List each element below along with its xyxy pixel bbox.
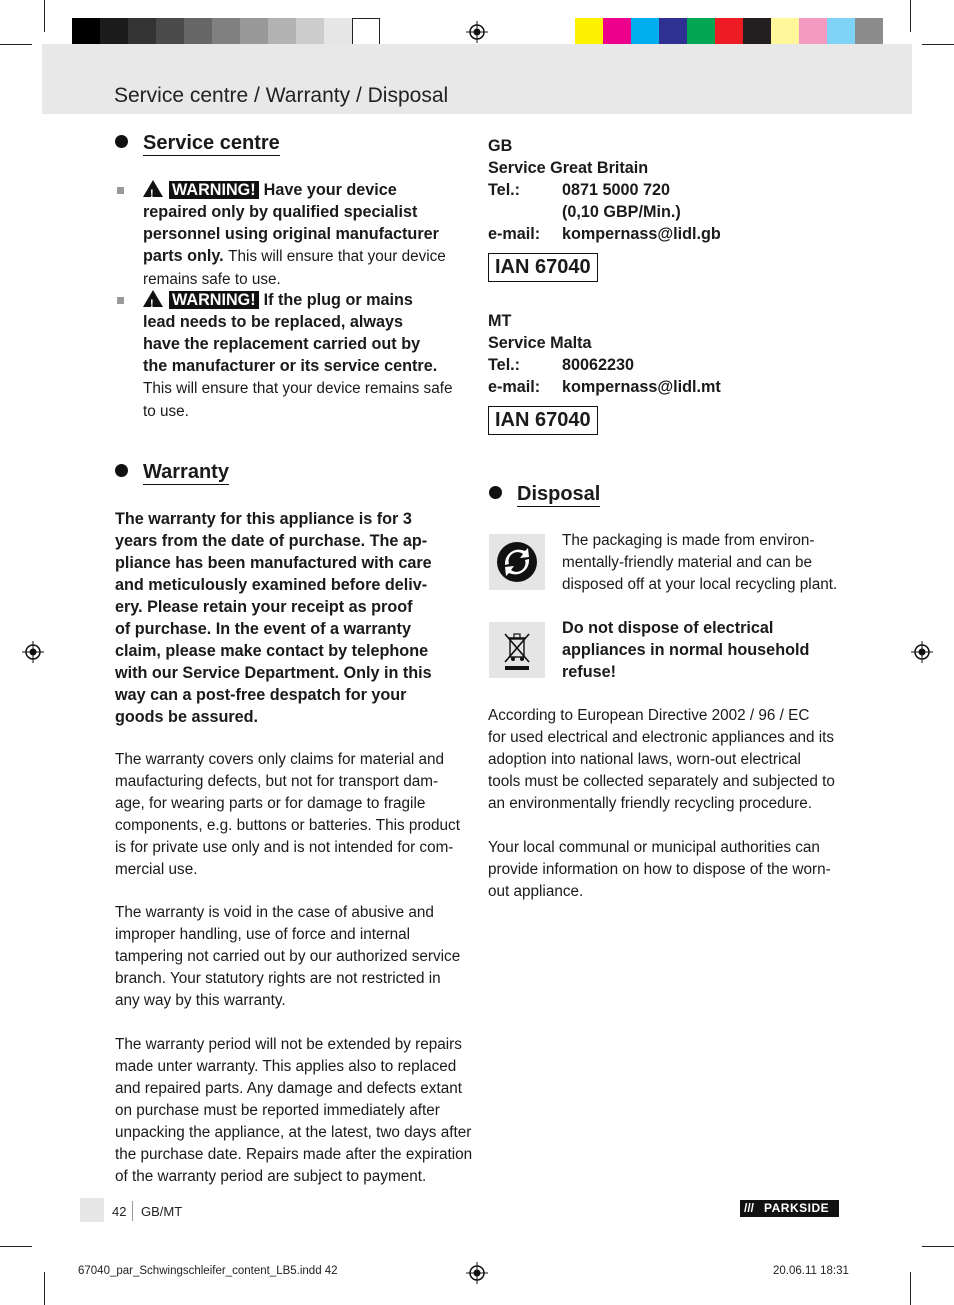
- text-line: for used electrical and electronic appliances and its: [488, 729, 835, 746]
- text-line: age, for wearing parts or for damage to fragile: [115, 795, 426, 812]
- warning-label: WARNING!: [169, 181, 259, 199]
- parkside-logo: [740, 1200, 839, 1217]
- text-line: improper handling, use of force and internal: [115, 926, 411, 943]
- color-swatch: [212, 18, 240, 46]
- tel-number[interactable]: 80062230: [562, 356, 635, 374]
- text-line: mentally-friendly material and can be: [562, 554, 812, 571]
- email-address[interactable]: kompernass@lidl.mt: [562, 378, 721, 396]
- crop-mark: [0, 44, 32, 45]
- page-number-box: [80, 1198, 104, 1222]
- tel-label: Tel.:: [488, 356, 521, 374]
- warning-text: parts only.: [143, 247, 224, 265]
- tel-label: Tel.:: [488, 181, 521, 199]
- warranty-bold-paragraph: [115, 508, 475, 728]
- crop-mark: [910, 1272, 911, 1305]
- warning-label: WARNING!: [169, 291, 259, 309]
- crop-mark: [910, 0, 911, 32]
- text-line: tampering not carried out by our authorized service: [115, 948, 461, 965]
- service-name: Service Malta: [488, 334, 592, 352]
- date-info: 20.06.11 18:31: [773, 1265, 849, 1277]
- page-title: Service centre / Warranty / Disposal: [114, 84, 449, 107]
- registration-mark-icon: [22, 641, 44, 663]
- color-swatch: [855, 18, 883, 46]
- registration-mark-icon: [466, 21, 488, 43]
- text-line: any way by this warranty.: [115, 992, 286, 1009]
- color-swatch: [72, 18, 100, 46]
- text-line: The warranty covers only claims for material and: [115, 751, 445, 768]
- text-line: way can a post-free despatch for your: [115, 686, 407, 704]
- text-line: pliance has been manufactured with care: [115, 554, 432, 572]
- heading-text: Service centre: [143, 132, 280, 154]
- warning-text: Have your device: [263, 181, 397, 199]
- color-swatch: [659, 18, 687, 46]
- tel-number[interactable]: 0871 5000 720: [562, 181, 671, 199]
- color-swatch: [575, 18, 603, 46]
- bullet-dot-icon: [115, 464, 128, 477]
- color-swatch: [240, 18, 268, 46]
- service-name: Service Great Britain: [488, 159, 649, 177]
- bullet-square-icon: [117, 187, 124, 194]
- packaging-text: [562, 530, 852, 596]
- text-line: with our Service Department. Only in this: [115, 664, 432, 682]
- text-line: out appliance.: [488, 883, 584, 900]
- color-swatch: [715, 18, 743, 46]
- email-address[interactable]: kompernass@lidl.gb: [562, 225, 721, 243]
- text-line: The warranty is void in the case of abusive and: [115, 904, 434, 921]
- text-line: on purchase must be reported immediately after: [115, 1102, 440, 1119]
- color-swatch: [156, 18, 184, 46]
- warning-text: lead needs to be replaced, always: [143, 313, 404, 331]
- service-warning-2: [143, 289, 473, 423]
- color-swatch: [799, 18, 827, 46]
- text-line: The warranty for this appliance is for 3: [115, 510, 412, 528]
- text-line: years from the date of purchase. The ap-: [115, 532, 428, 550]
- footer-divider: [132, 1201, 133, 1221]
- color-swatch: [100, 18, 128, 46]
- service-warning-1: [143, 179, 463, 291]
- email-label: e-mail:: [488, 225, 541, 243]
- text-line: appliances in normal household: [562, 641, 810, 659]
- warranty-heading: [115, 461, 229, 484]
- text-line: is for private use only and is not intended for com-: [115, 839, 454, 856]
- text-line: unpacking the appliance, at the latest, two days after: [115, 1124, 472, 1141]
- text-line: ery. Please retain your receipt as proof: [115, 598, 413, 616]
- heading-text: Disposal: [517, 483, 601, 505]
- text-line: refuse!: [562, 663, 616, 681]
- text-line: claim, please make contact by telephone: [115, 642, 429, 660]
- text-line: an environmentally friendly recycling procedure.: [488, 795, 812, 812]
- text-line: and repaired parts. Any damage and defects extant: [115, 1080, 462, 1097]
- warning-text: have the replacement carried out by: [143, 335, 421, 353]
- service-centre-heading: [115, 132, 280, 155]
- text-line: mercial use.: [115, 861, 198, 878]
- color-swatch: [184, 18, 212, 46]
- local-authorities-paragraph: [488, 837, 858, 903]
- text-line: The packaging is made from environ-: [562, 532, 815, 549]
- warning-text: repaired only by qualified specialist: [143, 203, 418, 221]
- warranty-paragraph-2: [115, 902, 475, 1012]
- crop-mark: [44, 0, 45, 32]
- bullet-dot-icon: [489, 486, 502, 499]
- registration-mark-icon: [466, 1262, 488, 1284]
- crop-mark: [922, 44, 954, 45]
- registration-mark-icon: [911, 641, 933, 663]
- weee-warning-text: [562, 617, 852, 683]
- ian-box: IAN 67040: [488, 406, 598, 435]
- color-swatch: [352, 18, 380, 46]
- country-code: MT: [488, 312, 512, 330]
- directive-paragraph: [488, 705, 858, 815]
- color-swatch: [631, 18, 659, 46]
- text-line: of the warranty period are subject to payment.: [115, 1168, 427, 1185]
- text-line: provide information on how to dispose of the worn-: [488, 861, 831, 878]
- text-line: adoption into national laws, worn-out electrical: [488, 751, 801, 768]
- logo-stripes-icon: ///: [744, 1201, 755, 1215]
- locale-label: GB/MT: [141, 1204, 183, 1219]
- warranty-paragraph-3: [115, 1034, 475, 1188]
- warning-note: This will ensure that your device: [228, 248, 446, 265]
- color-swatch: [324, 18, 352, 46]
- text-line: The warranty period will not be extended by repairs: [115, 1036, 462, 1053]
- text-line: and meticulously examined before deliv-: [115, 576, 428, 594]
- warning-note: This will ensure that your device remains safe: [143, 380, 453, 397]
- color-swatch: [743, 18, 771, 46]
- email-label: e-mail:: [488, 378, 541, 396]
- contact-gb: [488, 135, 788, 245]
- text-line: maufacturing defects, but not for transport dam-: [115, 773, 439, 790]
- warning-note: to use.: [143, 403, 189, 420]
- text-line: components, e.g. buttons or batteries. This product: [115, 817, 460, 834]
- text-line: of purchase. In the event of a warranty: [115, 620, 411, 638]
- text-line: made unter warranty. This applies also to replaced: [115, 1058, 457, 1075]
- text-line: branch. Your statutory rights are not restricted in: [115, 970, 441, 987]
- color-swatch: [128, 18, 156, 46]
- green-dot-recycling-icon: [489, 534, 545, 590]
- contact-mt: [488, 310, 788, 398]
- color-swatch: [296, 18, 324, 46]
- color-swatch: [771, 18, 799, 46]
- text-line: According to European Directive 2002 / 96 / EC: [488, 707, 810, 724]
- text-line: disposed off at your local recycling plant.: [562, 576, 838, 593]
- color-swatch: [687, 18, 715, 46]
- text-line: goods be assured.: [115, 708, 259, 726]
- warning-note: remains safe to use.: [143, 271, 281, 288]
- heading-text: Warranty: [143, 461, 229, 483]
- ian-box: IAN 67040: [488, 253, 598, 282]
- warning-text: personnel using original manufacturer: [143, 225, 439, 243]
- country-code: GB: [488, 137, 513, 155]
- crop-mark: [44, 1272, 45, 1305]
- brand-name: PARKSIDE: [764, 1201, 830, 1215]
- warranty-paragraph-1: [115, 749, 475, 881]
- text-line: the purchase date. Repairs made after the expiration: [115, 1146, 473, 1163]
- file-info: 67040_par_Schwingschleifer_content_LB5.indd 42: [78, 1265, 338, 1277]
- warning-text: If the plug or mains: [263, 291, 413, 309]
- text-line: Do not dispose of electrical: [562, 619, 774, 637]
- warning-text: the manufacturer or its service centre.: [143, 357, 438, 375]
- tel-note: (0,10 GBP/Min.): [562, 203, 681, 221]
- text-line: Your local communal or municipal authorities can: [488, 839, 820, 856]
- crop-mark: [922, 1246, 954, 1247]
- color-swatch: [827, 18, 855, 46]
- crop-mark: [0, 1246, 32, 1247]
- bullet-square-icon: [117, 297, 124, 304]
- weee-crossed-bin-icon: [489, 622, 545, 678]
- warning-triangle-icon: [143, 290, 163, 307]
- page-number: 42: [112, 1204, 127, 1219]
- color-swatch: [268, 18, 296, 46]
- text-line: tools must be collected separately and subjected to: [488, 773, 835, 790]
- bullet-dot-icon: [115, 135, 128, 148]
- disposal-heading: [489, 483, 600, 506]
- warning-triangle-icon: [143, 180, 163, 197]
- color-swatch: [603, 18, 631, 46]
